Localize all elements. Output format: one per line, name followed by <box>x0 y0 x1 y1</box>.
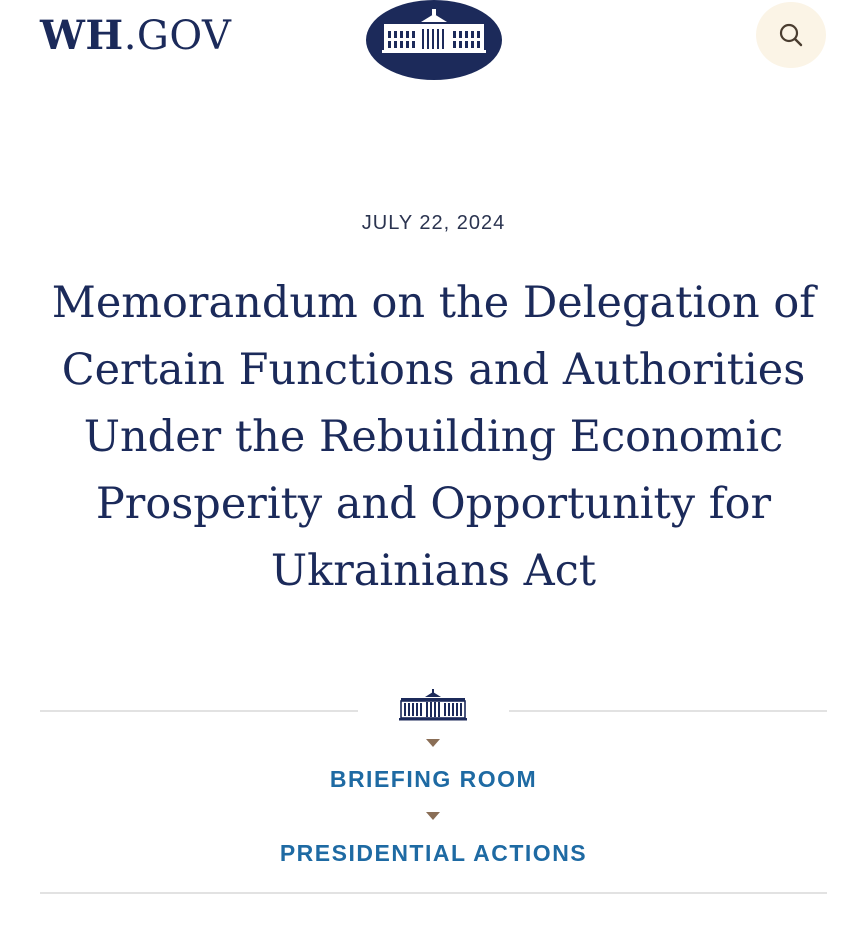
divider-rule-right <box>509 710 827 712</box>
article-date: JULY 22, 2024 <box>361 212 506 234</box>
white-house-icon <box>366 0 502 80</box>
search-icon <box>777 21 805 49</box>
page-title: Memorandum on the Delegation of Certain Functions and Authorities Under the Rebuilding Economic Prosperity and Opportunity for Ukrainians Act <box>51 278 816 596</box>
site-logo[interactable] <box>40 12 231 60</box>
caret-down-icon <box>425 738 441 748</box>
search-button[interactable] <box>756 2 826 68</box>
site-header <box>0 0 867 90</box>
section-divider <box>40 688 827 728</box>
white-house-seal[interactable] <box>366 0 502 80</box>
logo-bold-text: WH <box>40 12 124 59</box>
caret-down-icon <box>425 811 441 821</box>
divider-rule-left <box>40 710 358 712</box>
logo-rest-text: .GOV <box>123 13 232 59</box>
breadcrumb-briefing-room[interactable]: BRIEFING ROOM <box>329 766 538 792</box>
breadcrumb-presidential-actions[interactable]: PRESIDENTIAL ACTIONS <box>279 840 588 866</box>
bottom-divider <box>40 892 827 894</box>
white-house-icon <box>397 688 469 728</box>
